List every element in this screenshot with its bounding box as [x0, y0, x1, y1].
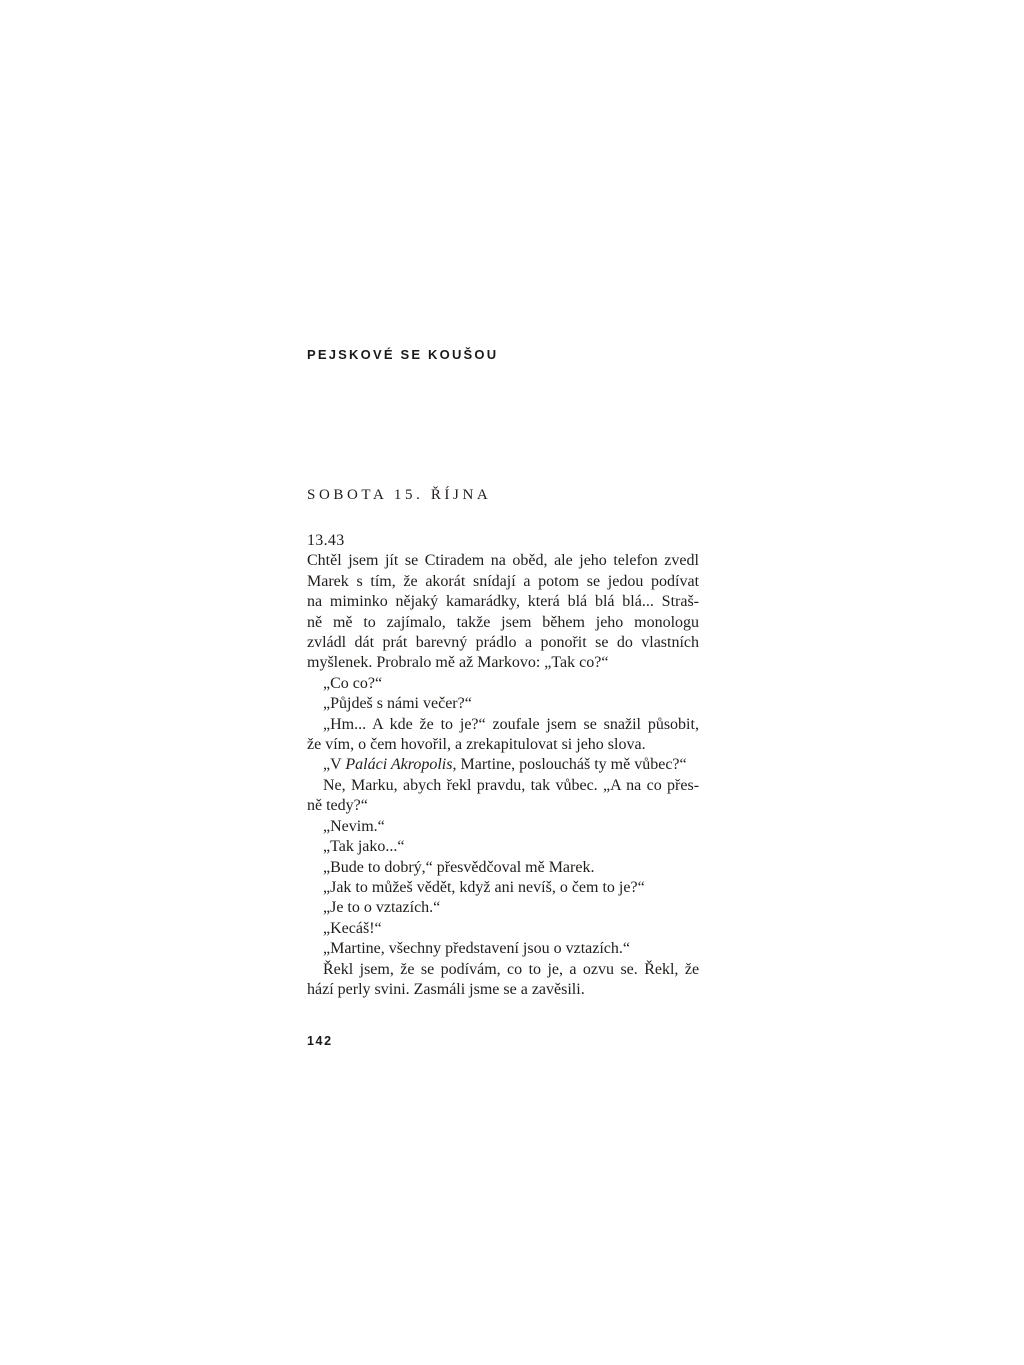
text-line: [307, 837, 699, 857]
paragraph: [307, 939, 699, 959]
text-line: [307, 817, 699, 837]
text-segment: „Je to o vztazích.“: [323, 899, 441, 917]
text-segment: hází perly svini. Zasmáli jsme se a zavěsili.: [307, 980, 585, 998]
text-segment: „Bude to dobrý,“ přesvědčoval mě Marek.: [323, 858, 595, 876]
paragraph: [307, 919, 699, 939]
text-line: [307, 796, 699, 816]
paragraph: [307, 551, 699, 673]
text-line: [307, 858, 699, 878]
text-segment: „Martine, všechny představení jsou o vztazích.“: [323, 940, 630, 958]
paragraph: [307, 960, 699, 1001]
text-line: [307, 674, 699, 694]
text-segment: že vím, o čem hovořil, a zrekapitulovat si jeho slova.: [307, 736, 646, 754]
entry-time: 13.43: [307, 532, 345, 549]
text-line: [307, 898, 699, 918]
text-line: [307, 755, 699, 775]
text-segment: Chtěl jsem jít se Ctiradem na oběd, ale jeho telefon zvedl: [307, 552, 699, 570]
text-segment: myšlenek. Probralo mě až Markovo: „Tak co?“: [307, 654, 609, 672]
text-line: [307, 878, 699, 898]
text-segment: „Půjdeš s námi večer?“: [323, 695, 472, 713]
text-segment: „Kecáš!“: [323, 919, 382, 937]
text-segment: zvládl dát prát barevný prádlo a ponořit se do vlastních: [307, 634, 700, 652]
entry-body: [307, 551, 699, 1000]
text-segment: „Jak to můžeš vědět, když ani nevíš, o čem to je?“: [323, 878, 645, 896]
text-line: [307, 653, 699, 673]
text-segment: „Hm... A kde že to je?“ zoufale jsem se snažil působit,: [323, 715, 699, 733]
text-line: [307, 939, 699, 959]
date-heading: SOBOTA 15. ŘÍJNA: [307, 487, 492, 503]
paragraph: [307, 674, 699, 694]
text-segment: , Martine, posloucháš ty mě vůbec?“: [452, 756, 687, 774]
text-line: [307, 613, 699, 633]
italic-text: Paláci Akropolis: [345, 756, 453, 774]
text-segment: „Tak jako...“: [323, 838, 405, 856]
paragraph: [307, 898, 699, 918]
chapter-title: PEJSKOVÉ SE KOUŠOU: [307, 347, 499, 362]
text-segment: ně tedy?“: [307, 797, 368, 815]
text-segment: Řekl jsem, že se podívám, co to je, a ozvu se. Řekl, že: [323, 960, 700, 978]
text-line: [307, 735, 699, 755]
text-segment: „Nevim.“: [323, 817, 385, 835]
paragraph: [307, 755, 699, 775]
text-segment: Ne, Marku, abych řekl pravdu, tak vůbec. „A na co přes-: [323, 776, 700, 794]
text-segment: ně mě to zajímalo, takže jsem během jeho monologu: [307, 613, 700, 631]
text-segment: „V: [323, 756, 346, 774]
paragraph: [307, 776, 699, 817]
text-line: [307, 633, 699, 653]
text-line: [307, 572, 699, 592]
text-segment: „Co co?“: [323, 674, 383, 692]
text-line: [307, 980, 699, 1000]
paragraph: [307, 694, 699, 714]
text-segment: na miminko nějaký kamarádky, která blá blá blá... Straš-: [307, 593, 699, 611]
paragraph: [307, 817, 699, 837]
paragraph: [307, 878, 699, 898]
diary-entry: [307, 531, 699, 1000]
text-line: [307, 960, 699, 980]
text-line: [307, 776, 699, 796]
text-line: [307, 715, 699, 735]
text-line: [307, 919, 699, 939]
text-segment: Marek s tím, že akorát snídají a potom se jedou podívat: [307, 572, 700, 590]
text-line: [307, 551, 699, 571]
page-number: 142: [307, 1034, 333, 1048]
paragraph: [307, 858, 699, 878]
text-line: [307, 592, 699, 612]
text-line: [307, 694, 699, 714]
paragraph: [307, 715, 699, 756]
paragraph: [307, 837, 699, 857]
